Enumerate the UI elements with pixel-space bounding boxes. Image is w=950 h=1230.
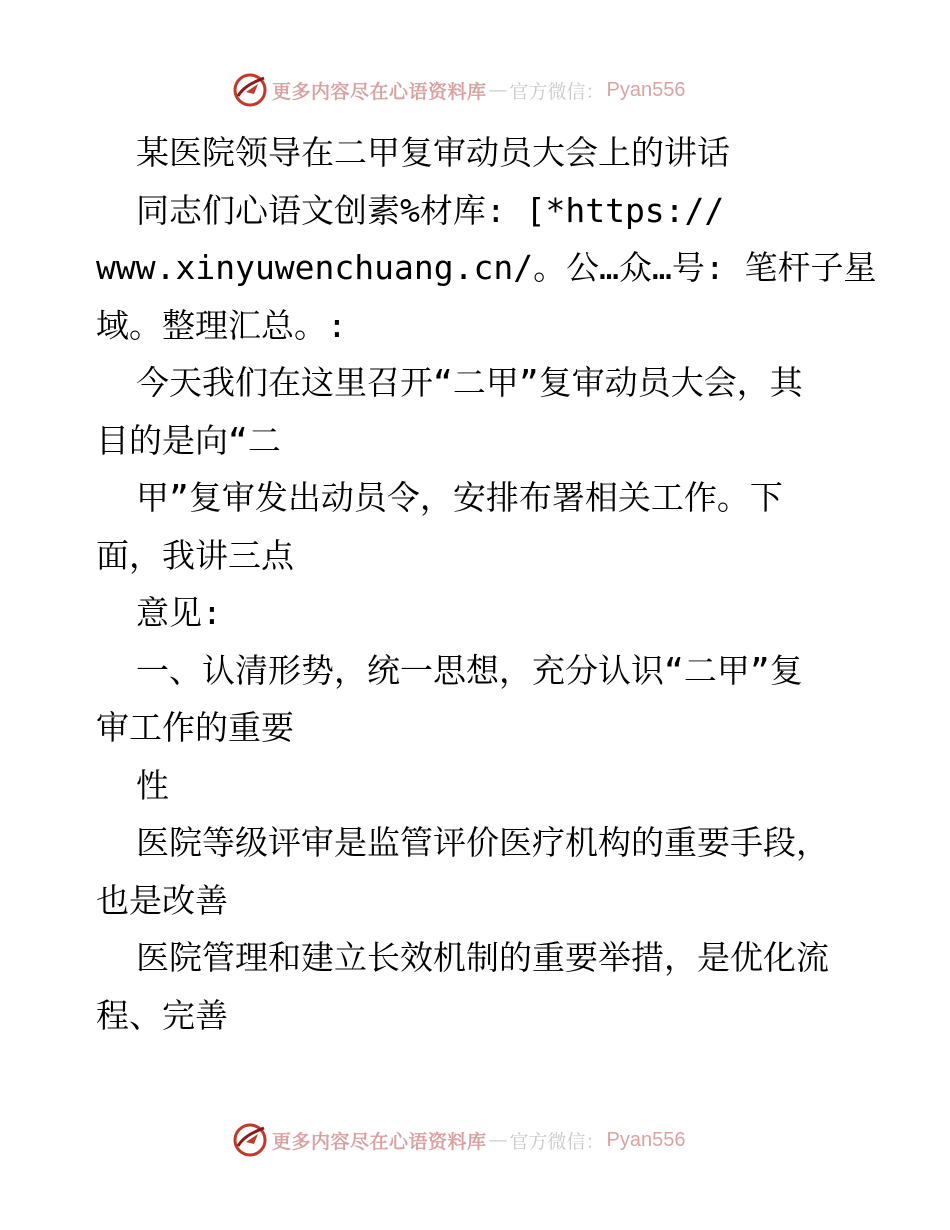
- text-line: 面，我讲三点: [96, 535, 294, 575]
- text-line: 审工作的重要: [96, 708, 294, 747]
- text-line: 性: [136, 765, 169, 805]
- footer-banner-dash: —: [488, 1129, 508, 1151]
- footer-wechat-label: 官方微信：: [509, 1130, 605, 1153]
- text-line: 目的是向“二: [96, 420, 281, 460]
- header-banner-text: 更多内容尽在心语资料库: [272, 80, 487, 103]
- footer-banner: [232, 1120, 686, 1160]
- text-lines: [96, 124, 877, 1044]
- header-wechat-label: 官方微信：: [509, 80, 605, 103]
- brush-logo-icon: [232, 1122, 268, 1158]
- text-line: 意见:: [136, 593, 222, 632]
- text-line: 医院等级评审是监管评价医疗机构的重要手段，: [136, 823, 829, 862]
- footer-wechat-id: Pyan556: [606, 1128, 686, 1151]
- text-line: www.xinyuwenchuang.cn/。公…众…号: 笔杆子星: [96, 248, 877, 287]
- text-line: 一、认清形势，统一思想，充分认识“二甲”复: [136, 650, 803, 690]
- footer-banner-text: 更多内容尽在心语资料库: [272, 1130, 487, 1153]
- text-line: 今天我们在这里召开“二甲”复审动员大会，其: [136, 363, 803, 402]
- text-line: 同志们心语文创素%材库: [*https://: [136, 190, 725, 230]
- text-line: 某医院领导在二甲复审动员大会上的讲话: [136, 133, 730, 172]
- text-line: 甲”复审发出动员令，安排布署相关工作。下: [136, 478, 783, 517]
- text-line: 程、完善: [96, 995, 228, 1035]
- text-line: 域。整理汇总。:: [96, 305, 347, 345]
- header-banner-dash: —: [488, 79, 508, 101]
- brush-logo-icon: [232, 72, 268, 108]
- header-banner: [232, 70, 686, 110]
- text-line: 也是改善: [96, 880, 228, 920]
- document-body: [96, 124, 877, 1044]
- header-wechat-id: Pyan556: [606, 78, 686, 101]
- text-line: 医院管理和建立长效机制的重要举措，是优化流: [136, 938, 829, 977]
